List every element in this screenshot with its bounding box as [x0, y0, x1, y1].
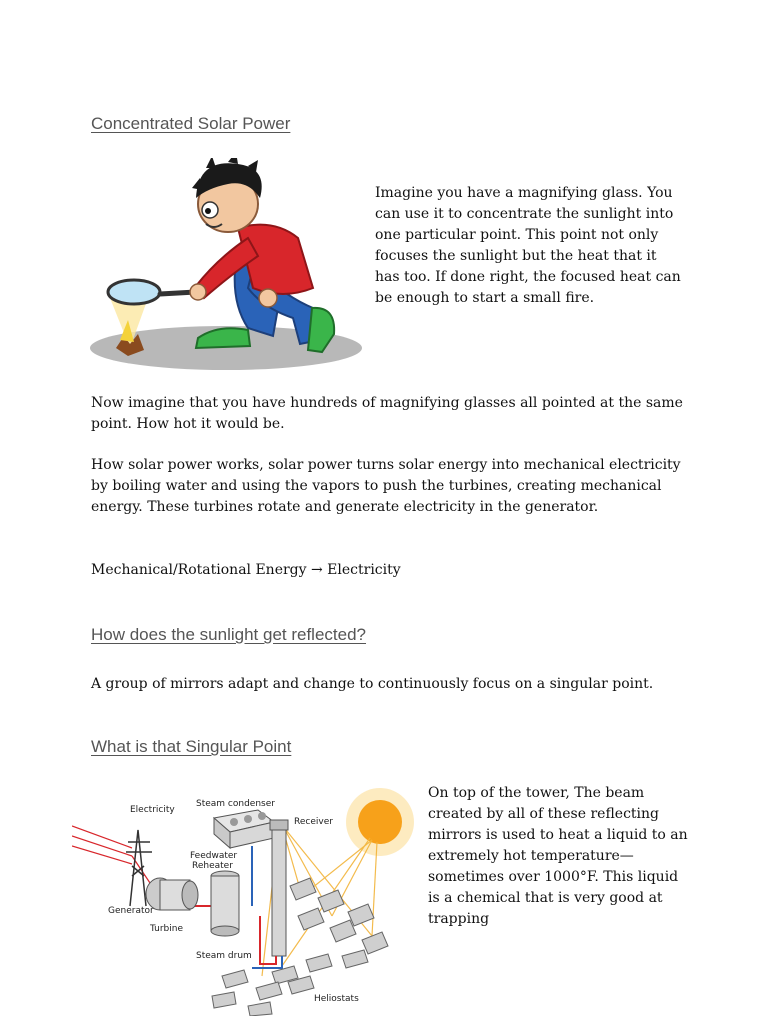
label-reheater: Reheater	[192, 861, 233, 871]
label-receiver: Receiver	[294, 817, 333, 827]
label-feedwater: Feedwater	[190, 851, 238, 861]
paragraph-how-solar-power-works: How solar power works, solar power turns solar energy into mechanical electricity by boiling water and using the vapors to push the turbines, creating mechanical energy. These turbines rotate and generate electricity in the generator.	[91, 457, 681, 515]
label-steam-drum: Steam drum	[196, 951, 252, 961]
label-turbine: Turbine	[150, 924, 183, 934]
boy-with-magnifying-glass-illustration	[88, 158, 368, 373]
magnifying-glass-explanation: Imagine you have a magnifying glass. You can use it to concentrate the sunlight into one particular point. This point not only focuses the sunlight but the heat that it has too. If done right, the focused heat can be enough to start a small fire.	[375, 185, 681, 306]
sun-icon	[358, 800, 402, 844]
section-heading-singular-point: What is that Singular Point	[91, 737, 292, 756]
tower-explanation: On top of the tower, The beam created by all of these reflecting mirrors is used to heat a liquid to an extremely hot temperature—sometimes over 1000°F. This liquid is a chemical that is very good at trapping	[428, 785, 688, 927]
label-electricity: Electricity	[130, 805, 175, 815]
label-steam-condenser: Steam condenser	[196, 799, 275, 809]
label-heliostats: Heliostats	[314, 994, 359, 1004]
paragraph-hundreds-of-glasses: Now imagine that you have hundreds of magnifying glasses all pointed at the same point. How hot it would be.	[91, 395, 683, 432]
steam-condenser-block	[214, 810, 274, 848]
paragraph-mirrors-focus: A group of mirrors adapt and change to continuously focus on a singular point.	[91, 676, 654, 692]
label-generator: Generator	[108, 906, 154, 916]
section-heading-concentrated-solar-power: Concentrated Solar Power	[91, 114, 291, 133]
solar-tower-diagram	[72, 776, 418, 1016]
section-heading-how-sunlight-reflected: How does the sunlight get reflected?	[91, 625, 367, 644]
paragraph-energy-conversion: Mechanical/Rotational Energy → Electricity	[91, 562, 401, 578]
